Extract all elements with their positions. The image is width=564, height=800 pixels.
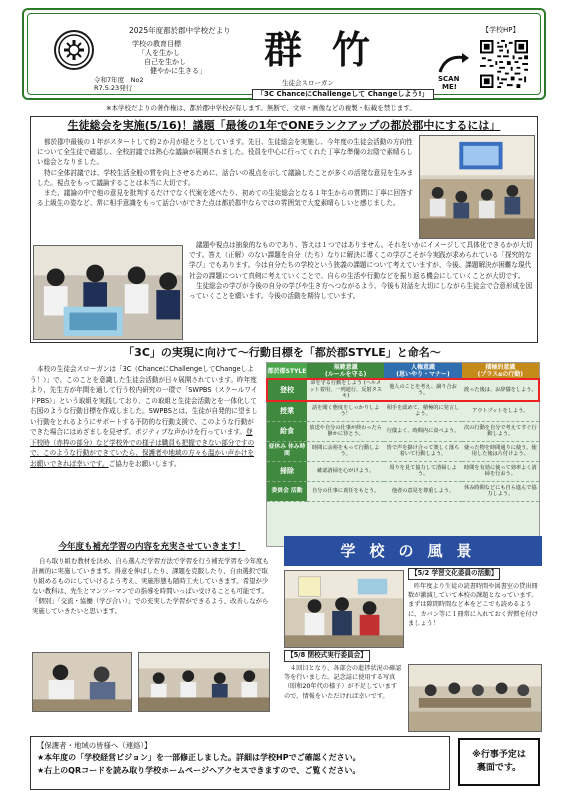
news-box-library (408, 568, 542, 660)
table-cell: 相手を認めて、積極的に発言しよう。 (384, 401, 461, 421)
qr-label: 【学校HP】 (482, 26, 520, 34)
copyright-notice: ※本学校だよりの著作権は、都於郡中学校が有します。無断で、文章・画像などの複製・転載を禁じます。 (106, 104, 416, 112)
issue-published: R7.5.23発行 (94, 84, 133, 93)
section-title-style: 「3C」の実現に向けて～行動目標を「都於郡STYLE」と命名～ (123, 346, 441, 359)
paragraph: 特に全体討議では、学校生活全般の質を向上させるために、話合いの視点を示して議論したことが多くの活発な意見を生みました。視点をもって議論することは本当に大切です。 (37, 168, 414, 187)
table-cell: 使った物を時間通りに使う。使用した後は片付けよう。 (462, 441, 539, 461)
row-header: 登校 (267, 379, 307, 401)
tonokori-style-table (266, 362, 540, 547)
notice-line: ★本年度の「学校経営ビジョン」を一部修正しました。詳細は学校HPでご確認ください。 (37, 752, 361, 762)
table-cell: 渡った後は、お辞儀をしよう。 (462, 379, 539, 401)
issue-number: 令和7年度 No2 (94, 76, 144, 84)
news-box-closing-ceremony (284, 650, 402, 701)
study-photo-right (138, 652, 270, 712)
student-council-slogan: 「3C ChanceにChallengeして Changeしよう!」 (252, 89, 434, 100)
section-title (31, 119, 537, 134)
row-header: 昼休み 休み時間 (267, 441, 307, 461)
row-header: 委員会 活動 (267, 481, 307, 501)
discussion-photo (33, 245, 183, 340)
paragraph: 議題や視点は抽象的なものであり、答えは１つではありません。それをいかにイメージして具体化できるかが大切です。答え（正解）のない課題を自分（たち）なりに解決に導くこの学びこそが今実践が求められている「探究的な学び」でもあります。今は自分たちの学校という狭義の課題について考えていますが、今後、課題解決が困難な現代社会の課題について真剣に考えていくことで、自らの生活や行動などを振り返る機会にしていくことが大切です。 (189, 241, 533, 280)
style-article-body (30, 364, 258, 469)
notice-title: 【保護者・地域の皆様へ（連絡）】 (37, 741, 152, 750)
section-title-text: 生徒総会を実施(5/16)！議題「最後の1年でONEランクアップの都於郡中にするには」 (67, 119, 501, 132)
table-cell: 時間を有効に使って効率よく清掃を行おう。 (462, 461, 539, 481)
article-body-continued (189, 240, 535, 301)
study-photo-left (32, 652, 132, 712)
section-student-assembly (30, 116, 538, 343)
goal-line: 「人を生かし (138, 49, 180, 58)
table-cell: 自分の仕事に責任をもとう。 (307, 481, 384, 501)
paragraph (30, 364, 258, 469)
table-cell: 皆で声を掛け合って楽しく落ち着いて行動しよう。 (384, 441, 461, 461)
row-header: 給食 (267, 421, 307, 441)
issue-line: 2025年度都於郡中学校だより (129, 26, 231, 35)
news-box-title: 【5/2 学習文化委員の活動】 (408, 568, 500, 580)
scan-me-icon (436, 50, 474, 90)
parents-notice (30, 736, 450, 790)
table-header-row (267, 363, 539, 379)
goal-line: 学校の教育目標 (132, 40, 181, 48)
table-row-committee (267, 481, 539, 501)
table-cell: 他者の意見を尊重しよう。 (384, 481, 461, 501)
paragraph: 都於郡中最後の１年がスタートして約２か月が経とうとしています。先日、生徒総会を実施し、今年度の生徒会活動の方向性について全生徒で確認し、全校討議では熱心な議論が展開されました。役員を中心に行ってくれた丁寧な準備のお陰で素晴らしい総会となりました。 (37, 138, 413, 167)
table-row-class (267, 401, 539, 421)
assembly-photo (419, 135, 535, 239)
meeting-photo (408, 664, 542, 732)
underlined-request: 登下校時（赤枠の部分）など学校外での様子は職員も把握できない部分ですので、このような行動ができていたら、保護者や地域の方々も温かい声かけをお願いできれば幸いです。 (30, 428, 255, 468)
column-header-norms: 規範意識 (ルールを守る) (307, 363, 384, 379)
paragraph: 生徒総会の学びが今後の自分の学びや生き方へつながるよう、今後も対話を大切にしながら生徒会で合意形成を図っていくことを願います。今後の活動を期待しています。 (189, 281, 533, 301)
masthead (22, 8, 546, 100)
table-cell: 確認清掃を心がけよう。 (307, 461, 384, 481)
schedule-note-line: ※行事予定は (472, 750, 526, 761)
table-cell: 時間に余裕をもって行動しよう。 (307, 441, 384, 461)
table-row-commute (267, 379, 539, 401)
table-cell: 他人のことを考え、譲り合おう。 (384, 379, 461, 401)
news-box-text: ４回目となり、各部会の進捗状況の確認等を行いました。記念誌に使用する写真（昭和20年代の様子）が不足していますので、情報をいただければ幸いです。 (284, 664, 402, 700)
section-title: 今年度も補充学習の内容を充実させていきます！ (58, 542, 246, 552)
qr-code-icon[interactable] (480, 40, 528, 88)
school-emblem-icon (54, 30, 94, 70)
issue-date (94, 76, 144, 93)
table-cell: 次の行動を自分で考えてすぐ行動しよう。 (462, 421, 539, 441)
table-cell: 放送や自分の仕事が終わったら静かに待とう。 (307, 421, 384, 441)
section-supplementary-learning (30, 542, 274, 708)
newsletter-title: 群竹 (264, 27, 401, 72)
paragraph: また、議論の中で他の意見を批判するだけでなく代案を述べたり、初めての生徒総会となる１年生からの質問に丁寧に回答する上級生の姿など、常に相手意識をもって話合いができた点は都於郡中ならではの雰囲気で大変素晴らしいと感じました。 (37, 189, 414, 208)
table-row-break (267, 441, 539, 461)
style-logo: 都於郡STYLE (267, 363, 307, 379)
behavior-goal-table (267, 363, 539, 502)
committee-photo (284, 570, 404, 648)
schedule-note (458, 738, 540, 786)
goal-line: 自己を生かし (144, 58, 186, 67)
notice-line: ★右上のQRコードを読み取り学校ホームページへアクセスできますので、ご覧ください。 (37, 765, 361, 775)
table-cell: 命を守る行動をしよう (ヘルメット着用、一列通行、反射タスキ) (307, 379, 384, 401)
column-header-proactive: 積極的意識 (プラスαの行動) (462, 363, 539, 379)
table-cell: 話を聞く態度をしっかりしよう！ (307, 401, 384, 421)
slogan-label: 生徒会スローガン (282, 79, 334, 87)
paragraph-tail: ご協力をお願いします。 (108, 459, 181, 468)
paragraph: 自ら取り組む教材を決め、自ら選んだ学習方法で学習を行う補充学習を今年度も計画的に実施していきます。得意を伸ばしたり、課題を克服したり、自由選択で取り組めるものにしていけるよう考え、実施形態も随時工夫していきます。希望が少ない教科は、先生とマンツーマンでの指導を時間いっぱい受けることも可能です。「個別」「交流・協働（学び合い）」での充実した学習ができるよう、改善しながら実施していきたいと思います。 (32, 557, 269, 615)
row-header: 掃除 (267, 461, 307, 481)
school-scenes-banner: 学校の風景 (284, 536, 542, 566)
paragraph-text: 本校の生徒会スローガンは「3C（ChanceにChallengeしてChangeしよう！）」で、このことを意識した生徒会活動が日々展開されています。昨年度より、先生方が年間を通して行う校内研究の一環で「SWPBS（スクールワイドPBS）」という取組を実践しており、この取組と生徒会活動とを一体化して右図のような行動目標を作成しました。SWPBSとは、生徒が自発的に望ましい行動をとれるようにサポートする予防的な行動支援で、このような行動ができた場合にはめざましを見せず、ポジティブな声かけを行っています。 (30, 365, 258, 437)
table-cell: アウトプットをしよう。 (462, 401, 539, 421)
news-box-text: 昨年度より生徒の読書時間や図書室の貸出冊数が激減していて本校の課題となっています。まずは隙間時間など本をどこでも読めるように、カバン等に１冊常に入れておく習慣を付けましょう！ (408, 582, 538, 628)
table-cell: 休み時間などにも自ら進んで協力しよう。 (462, 481, 539, 501)
education-goal (132, 40, 206, 76)
row-header: 授業 (267, 401, 307, 421)
schedule-note-line: 裏面です。 (476, 763, 522, 773)
svg-text:SCAN: SCAN (438, 75, 460, 83)
news-box-title: 【5/8 閉校式実行委員会】 (284, 650, 370, 662)
table-row-cleaning (267, 461, 539, 481)
table-row-lunch (267, 421, 539, 441)
svg-text:ME!: ME! (442, 83, 457, 90)
table-cell: 行儀よく、時間内に食べよう。 (384, 421, 461, 441)
table-cell: 周りを見て協力して清掃しよう。 (384, 461, 461, 481)
column-header-human-rights: 人権意識 (思いやり・マナー) (384, 363, 461, 379)
article-body (32, 557, 272, 617)
article-body (37, 137, 417, 209)
goal-line: 健やかに生きる」 (150, 67, 206, 76)
